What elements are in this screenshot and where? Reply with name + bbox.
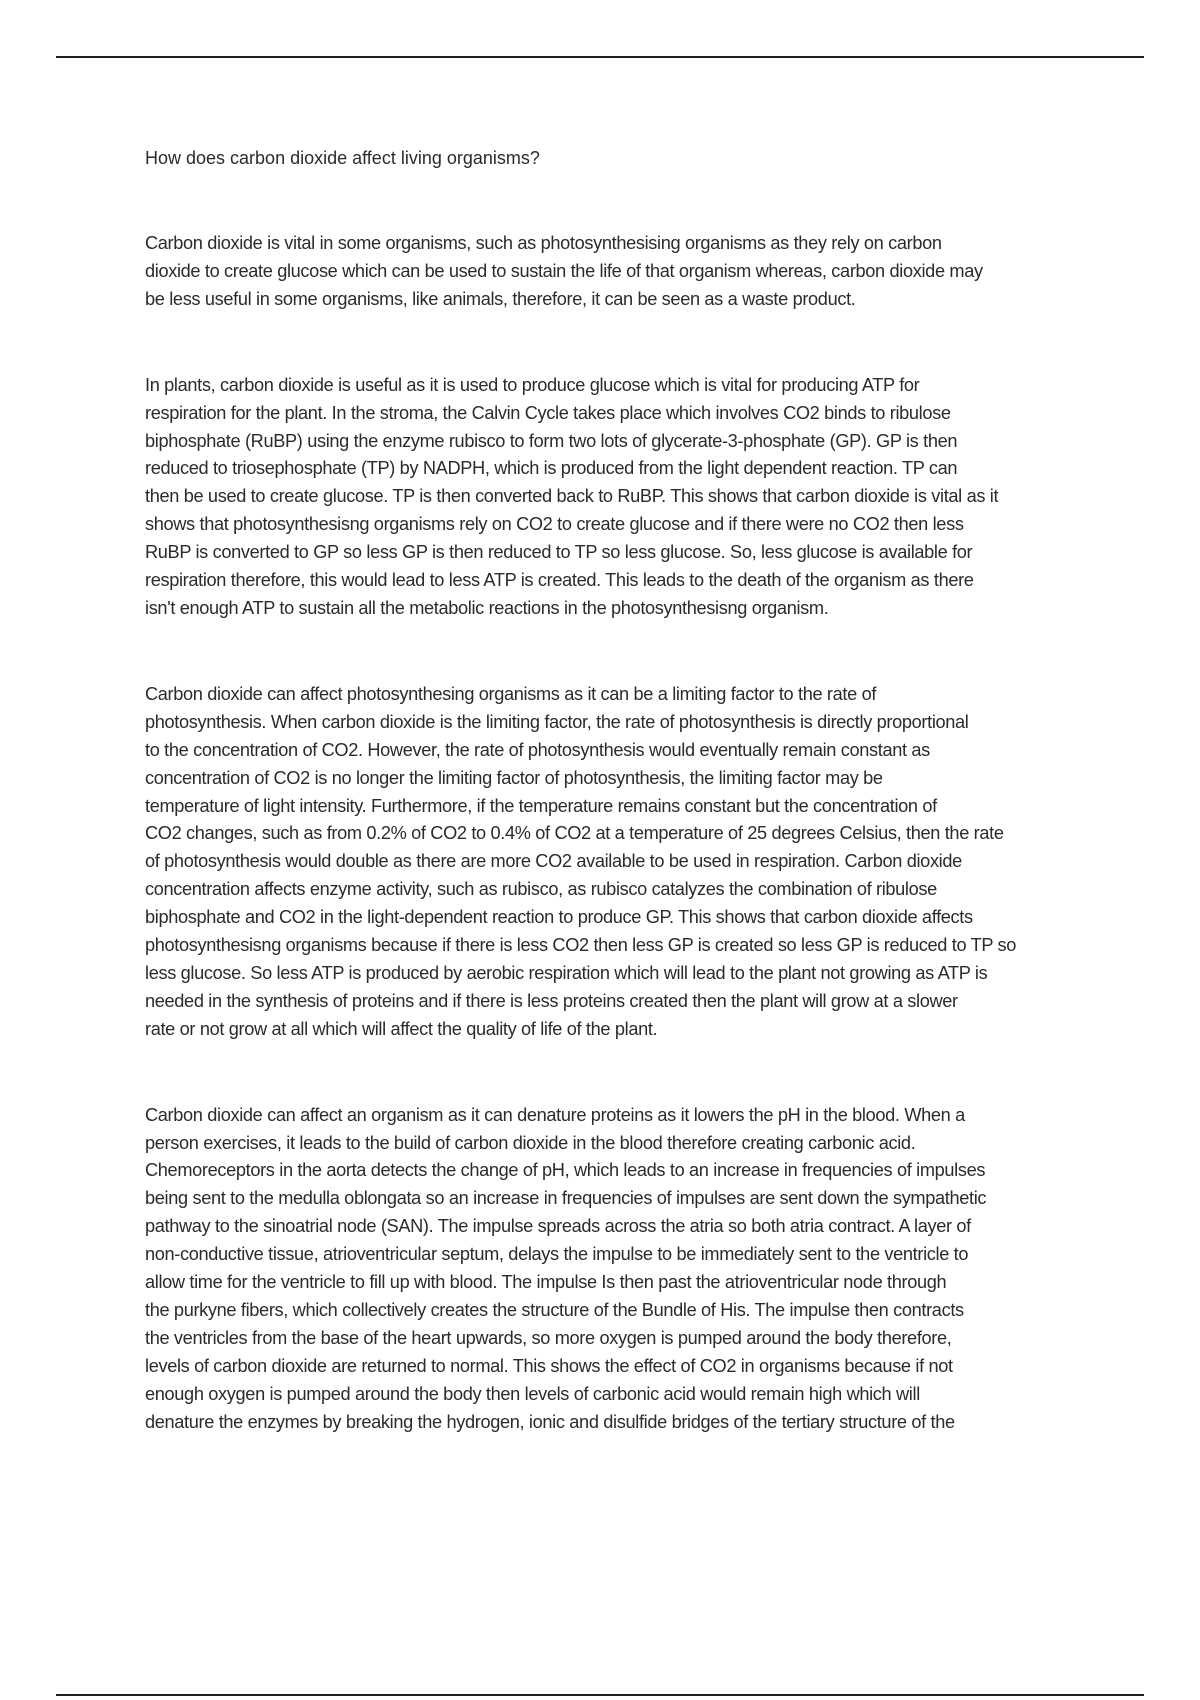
top-divider (56, 56, 1144, 58)
paragraph-1 (145, 230, 1095, 314)
text-line: enough oxygen is pumped around the body then levels of carbonic acid would remain high which will (145, 1383, 920, 1404)
text-line: CO2 changes, such as from 0.2% of CO2 to 0.4% of CO2 at a temperature of 25 degrees Celsius, then the rate (145, 823, 1004, 844)
text-line: biphosphate (RuBP) using the enzyme rubisco to form two lots of glycerate-3-phosphate (GP). GP is then (145, 430, 958, 451)
text-line: photosynthesis. When carbon dioxide is the limiting factor, the rate of photosynthesis is directly proportional (145, 711, 969, 732)
text-line: being sent to the medulla oblongata so an increase in frequencies of impulses are sent down the sympathetic (145, 1188, 987, 1209)
text-line: shows that photosynthesisng organisms rely on CO2 to create glucose and if there were no CO2 then less (145, 514, 964, 535)
text-line: photosynthesisng organisms because if there is less CO2 then less GP is created so less GP is reduced to TP so (145, 935, 1017, 956)
text-line: allow time for the ventricle to fill up with blood. The impulse Is then past the atrioventricular node through (145, 1272, 947, 1293)
text-line: RuBP is converted to GP so less GP is then reduced to TP so less glucose. So, less glucose is available for (145, 542, 973, 563)
text-line: concentration of CO2 is no longer the limiting factor of photosynthesis, the limiting factor may be (145, 767, 883, 788)
text-line: respiration therefore, this would lead to less ATP is created. This leads to the death of the organism as there (145, 570, 974, 591)
document-body (145, 144, 1095, 1495)
text-line: biphosphate and CO2 in the light-dependent reaction to produce GP. This shows that carbon dioxide affects (145, 907, 973, 928)
essay-question: How does carbon dioxide affect living organisms? (145, 148, 540, 168)
text-line: denature the enzymes by breaking the hydrogen, ionic and disulfide bridges of the tertiary structure of the (145, 1411, 955, 1432)
text-line: rate or not grow at all which will affect the quality of life of the plant. (145, 1018, 658, 1039)
text-line: pathway to the sinoatrial node (SAN). The impulse spreads across the atria so both atria contract. A layer of (145, 1216, 971, 1237)
text-line: the purkyne fibers, which collectively creates the structure of the Bundle of His. The impulse then contracts (145, 1300, 964, 1320)
text-line: Chemoreceptors in the aorta detects the change of pH, which leads to an increase in frequencies of impulses (145, 1160, 986, 1181)
text-line: of photosynthesis would double as there are more CO2 available to be used in respiration. Carbon dioxide (145, 851, 962, 872)
paragraph-2 (145, 372, 1095, 623)
text-line: reduced to triosephosphate (TP) by NADPH, which is produced from the light dependent reaction. TP can (145, 458, 958, 479)
text-line: Carbon dioxide is vital in some organisms, such as photosynthesising organisms as they rely on carbon (145, 233, 942, 253)
text-line: then be used to create glucose. TP is then converted back to RuBP. This shows that carbon dioxide is vital as it (145, 486, 999, 507)
text-line: the ventricles from the base of the heart upwards, so more oxygen is pumped around the body therefore, (145, 1327, 952, 1348)
text-line: needed in the synthesis of proteins and if there is less proteins created then the plant will grow at a slower (145, 990, 958, 1011)
text-line: person exercises, it leads to the build of carbon dioxide in the blood therefore creating carbonic acid. (145, 1132, 916, 1153)
text-line: temperature of light intensity. Furthermore, if the temperature remains constant but the concentration of (145, 795, 937, 816)
text-line: In plants, carbon dioxide is useful as it is used to produce glucose which is vital for producing ATP for (145, 374, 920, 395)
text-line: to the concentration of CO2. However, the rate of photosynthesis would eventually remain constant as (145, 739, 930, 760)
paragraph-4 (145, 1102, 1095, 1437)
bottom-divider (56, 1694, 1144, 1696)
text-line: Carbon dioxide can affect an organism as it can denature proteins as it lowers the pH in the blood. When a (145, 1104, 965, 1125)
text-line: dioxide to create glucose which can be used to sustain the life of that organism whereas, carbon dioxide may (145, 260, 983, 281)
text-line: respiration for the plant. In the stroma, the Calvin Cycle takes place which involves CO2 binds to ribulose (145, 402, 951, 423)
text-line: concentration affects enzyme activity, such as rubisco, as rubisco catalyzes the combination of ribulose (145, 879, 937, 900)
text-line: less glucose. So less ATP is produced by aerobic respiration which will lead to the plant not growing as ATP is (145, 962, 988, 983)
text-line: levels of carbon dioxide are returned to normal. This shows the effect of CO2 in organisms because if not (145, 1355, 953, 1376)
paragraph-3 (145, 681, 1095, 1044)
text-line: Carbon dioxide can affect photosynthesing organisms as it can be a limiting factor to the rate of (145, 683, 877, 704)
text-line: non-conductive tissue, atrioventricular septum, delays the impulse to be immediately sent to the ventricle to (145, 1244, 969, 1265)
text-line: isn't enough ATP to sustain all the metabolic reactions in the photosynthesisng organism. (145, 597, 829, 618)
text-line: be less useful in some organisms, like animals, therefore, it can be seen as a waste product. (145, 288, 856, 309)
